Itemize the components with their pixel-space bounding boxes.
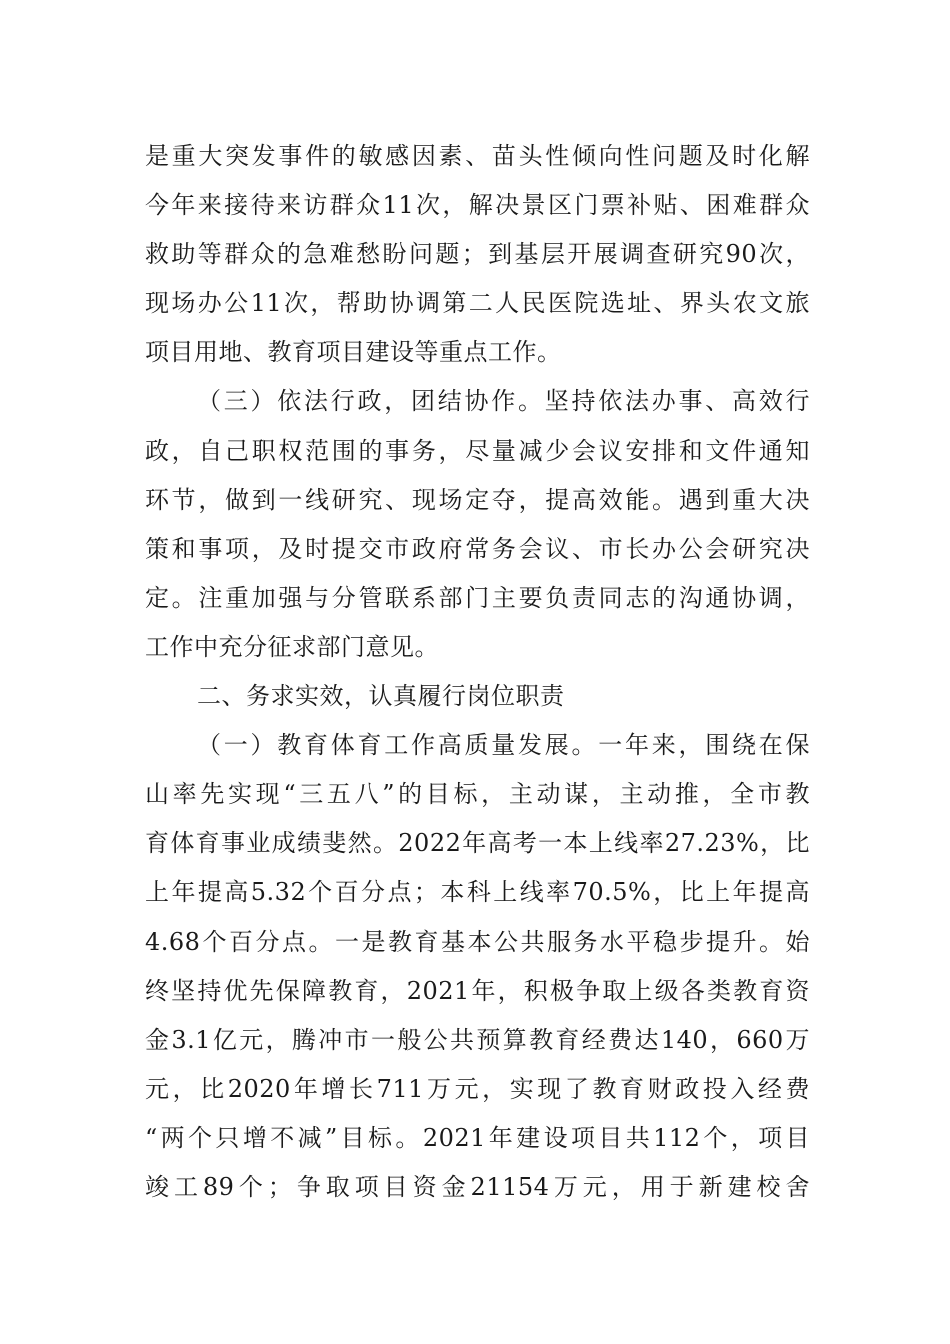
text-line: 今年来接待来访群众11次，解决景区门票补贴、困难群众 xyxy=(145,191,810,220)
text-line: 竣工89个；争取项目资金21154万元，用于新建校舍 xyxy=(145,1172,810,1201)
text-line: 终坚持优先保障教育，2021年，积极争取上级各类教育资 xyxy=(145,976,810,1005)
text-line: （一）教育体育工作高质量发展。一年来，围绕在保 xyxy=(197,731,810,760)
text-line: 策和事项，及时提交市政府常务会议、市长办公会研究决 xyxy=(145,534,810,563)
text-line: 元，比2020年增长711万元，实现了教育财政投入经费 xyxy=(145,1074,810,1103)
text-line: 项目用地、教育项目建设等重点工作。 xyxy=(145,338,562,367)
text-line: 金3.1亿元，腾冲市一般公共预算教育经费达140，660万 xyxy=(145,1025,810,1054)
text-line: 是重大突发事件的敏感因素、苗头性倾向性问题及时化解 xyxy=(145,142,810,170)
text-line: “两个只增不减”目标。2021年建设项目共112个，项目 xyxy=(145,1123,810,1152)
section-heading: 二、务求实效，认真履行岗位职责 xyxy=(197,682,565,711)
text-line: 定。注重加强与分管联系部门主要负责同志的沟通协调， xyxy=(145,583,810,612)
text-line: 上年提高5.32个百分点；本科上线率70.5%，比上年提高 xyxy=(145,878,810,907)
text-line: 工作中充分征求部门意见。 xyxy=(145,632,439,661)
text-line: 育体育事业成绩斐然。2022年高考一本上线率27.23%，比 xyxy=(145,829,810,858)
text-line: 政，自己职权范围的事务，尽量减少会议安排和文件通知 xyxy=(145,436,810,465)
document-body xyxy=(145,132,810,1212)
text-line: 环节，做到一线研究、现场定夺，提高效能。遇到重大决 xyxy=(145,485,810,514)
text-line: 山率先实现“三五八”的目标，主动谋，主动推，全市教 xyxy=(145,780,810,809)
text-line: 4.68个百分点。一是教育基本公共服务水平稳步提升。始 xyxy=(145,927,810,956)
text-line: 现场办公11次，帮助协调第二人民医院选址、界头农文旅 xyxy=(145,289,810,318)
text-line: 救助等群众的急难愁盼问题；到基层开展调查研究90次， xyxy=(145,240,810,269)
text-line: （三）依法行政，团结协作。坚持依法办事、高效行 xyxy=(197,387,810,416)
